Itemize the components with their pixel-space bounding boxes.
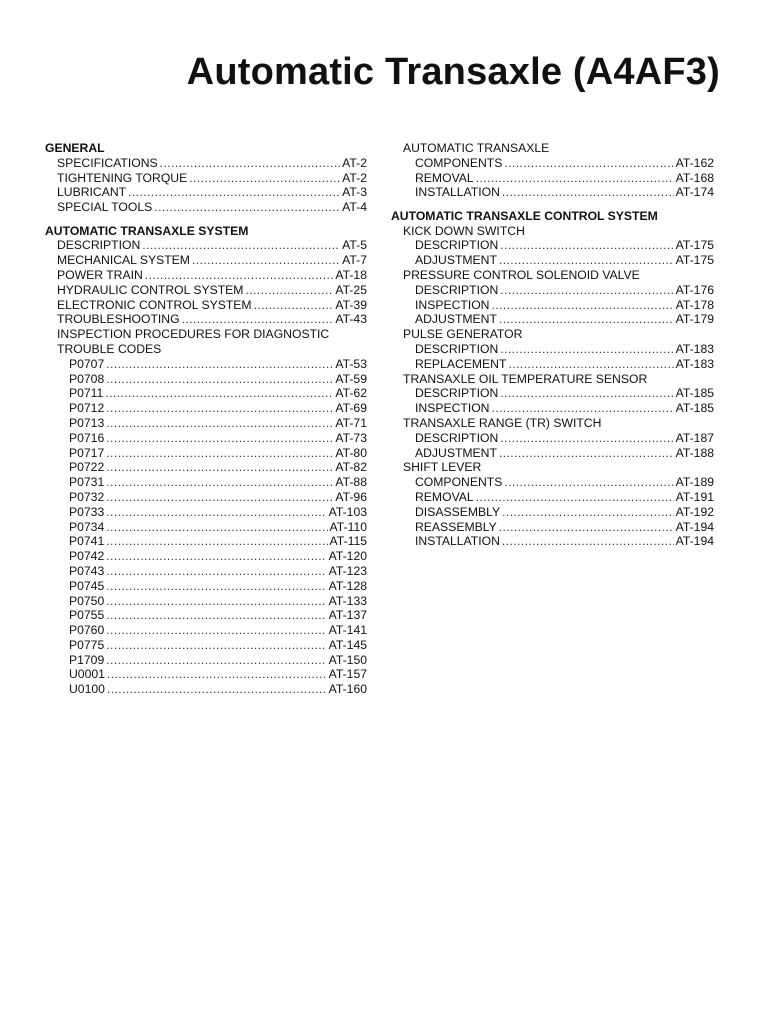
- toc-entry: [45, 549, 367, 564]
- dot-leader: [128, 185, 340, 200]
- toc-entry: [45, 401, 367, 416]
- dot-leader: [106, 505, 326, 520]
- toc-right-column: [391, 141, 714, 549]
- toc-entry-label: P0713: [69, 415, 105, 430]
- dot-leader: [500, 238, 673, 253]
- toc-entry: [391, 312, 714, 327]
- toc-entry: [391, 185, 714, 200]
- toc-subheading: [45, 327, 367, 342]
- toc-entry: [45, 638, 367, 653]
- toc-entry: [45, 200, 367, 215]
- toc-page-number: AT-62: [335, 386, 367, 401]
- toc-page-number: AT-168: [675, 170, 714, 185]
- toc-entry-label: DESCRIPTION: [415, 386, 499, 401]
- toc-page-number: AT-174: [675, 185, 714, 200]
- toc-page-number: AT-175: [675, 238, 714, 253]
- dot-leader: [499, 520, 674, 535]
- toc-entry: [391, 357, 714, 372]
- toc-entry: [391, 171, 714, 186]
- toc-subheading: [45, 342, 367, 357]
- toc-entry-label: TRANSAXLE OIL TEMPERATURE SENSOR: [403, 371, 648, 386]
- dot-leader: [106, 490, 333, 505]
- toc-page-number: AT-188: [675, 445, 714, 460]
- toc-page-number: AT-194: [675, 519, 714, 534]
- toc-entry-label: P0733: [69, 504, 105, 519]
- toc-subheading: [391, 327, 714, 342]
- toc-entry: [391, 505, 714, 520]
- toc-page-number: AT-183: [675, 356, 714, 371]
- dot-leader: [107, 667, 327, 682]
- toc-entry-label: ADJUSTMENT: [415, 312, 497, 327]
- toc-entry-label: ELECTRONIC CONTROL SYSTEM: [57, 297, 252, 312]
- dot-leader: [476, 490, 674, 505]
- toc-entry-label: COMPONENTS: [415, 155, 503, 170]
- toc-entry: [45, 505, 367, 520]
- toc-entry-label: ADJUSTMENT: [415, 253, 497, 268]
- dot-leader: [107, 682, 327, 697]
- dot-leader: [106, 520, 327, 535]
- toc-entry-label: P0707: [69, 356, 105, 371]
- toc-entry-label: DESCRIPTION: [57, 238, 141, 253]
- toc-page-number: AT-187: [675, 430, 714, 445]
- toc-page-number: AT-185: [675, 386, 714, 401]
- toc-entry: [45, 372, 367, 387]
- toc-entry-label: U0001: [69, 667, 105, 682]
- toc-entry-label: TROUBLE CODES: [57, 341, 162, 356]
- toc-entry-label: P0743: [69, 563, 105, 578]
- dot-leader: [106, 594, 326, 609]
- toc-entry: [45, 594, 367, 609]
- toc-subheading: [391, 268, 714, 283]
- toc-entry-label: P0716: [69, 430, 105, 445]
- toc-entry-label: DESCRIPTION: [415, 341, 499, 356]
- toc-entry-label: INSTALLATION: [415, 534, 500, 549]
- toc-page-number: AT-145: [328, 637, 367, 652]
- toc-subheading: [391, 141, 714, 156]
- toc-page-number: AT-18: [335, 267, 367, 282]
- dot-leader: [142, 238, 340, 253]
- dot-leader: [189, 171, 340, 186]
- toc-entry-label: P0732: [69, 489, 105, 504]
- toc-entry-label: P0760: [69, 623, 105, 638]
- dot-leader: [500, 431, 673, 446]
- toc-page-number: AT-110: [329, 519, 367, 534]
- toc-entry-label: AUTOMATIC TRANSAXLE: [403, 141, 550, 155]
- dot-leader: [154, 200, 340, 215]
- toc-page-number: AT-82: [335, 460, 367, 475]
- toc-page-number: AT-176: [675, 282, 714, 297]
- toc-entry-label: P0708: [69, 371, 105, 386]
- dot-leader: [476, 171, 674, 186]
- toc-entry: [45, 446, 367, 461]
- toc-page-number: AT-96: [335, 489, 367, 504]
- toc-entry-label: DESCRIPTION: [415, 238, 499, 253]
- toc-section-heading: [45, 141, 367, 156]
- dot-leader: [499, 446, 674, 461]
- toc-entry-label: DISASSEMBLY: [415, 504, 501, 519]
- dot-leader: [106, 623, 326, 638]
- toc-entry-label: REMOVAL: [415, 489, 474, 504]
- toc-entry-label: AUTOMATIC TRANSAXLE SYSTEM: [45, 223, 249, 238]
- toc-entry-label: AUTOMATIC TRANSAXLE CONTROL SYSTEM: [391, 208, 658, 223]
- toc-entry-label: SPECIAL TOOLS: [57, 200, 153, 215]
- toc-entry-label: POWER TRAIN: [57, 267, 143, 282]
- toc-entry: [45, 534, 367, 549]
- dot-leader: [499, 253, 674, 268]
- toc-entry-label: P0712: [69, 401, 105, 416]
- toc-entry-label: KICK DOWN SWITCH: [403, 223, 525, 238]
- dot-leader: [502, 534, 674, 549]
- dot-leader: [500, 386, 673, 401]
- toc-entry: [45, 386, 367, 401]
- toc-page-number: AT-2: [342, 170, 367, 185]
- toc-entry-label: P0711: [69, 386, 104, 401]
- toc-entry-label: P0745: [69, 578, 105, 593]
- toc-entry-label: P0741: [69, 534, 105, 549]
- toc-entry: [391, 534, 714, 549]
- toc-page-number: AT-150: [328, 652, 367, 667]
- toc-entry-label: REPLACEMENT: [415, 356, 507, 371]
- dot-leader: [245, 283, 333, 298]
- dot-leader: [106, 446, 333, 461]
- toc-entry-label: INSPECTION: [415, 401, 490, 416]
- dot-leader: [106, 653, 326, 668]
- page-title: Automatic Transaxle (A4AF3): [186, 51, 720, 93]
- dot-leader: [106, 401, 333, 416]
- toc-entry: [45, 298, 367, 313]
- toc-left-column: [45, 141, 367, 697]
- dot-leader: [106, 549, 326, 564]
- toc-page-number: AT-123: [328, 563, 367, 578]
- toc-page-number: AT-73: [335, 430, 367, 445]
- dot-leader: [106, 416, 333, 431]
- toc-page-number: AT-59: [335, 371, 367, 386]
- dot-leader: [106, 564, 326, 579]
- toc-page-number: AT-189: [675, 475, 714, 490]
- toc-page-number: AT-2: [342, 155, 367, 170]
- toc-entry-label: TRANSAXLE RANGE (TR) SWITCH: [403, 415, 602, 430]
- toc-entry-label: DESCRIPTION: [415, 282, 499, 297]
- dot-leader: [106, 431, 333, 446]
- dot-leader: [504, 475, 673, 490]
- toc-page-number: AT-162: [675, 155, 714, 170]
- toc-entry: [391, 386, 714, 401]
- toc-entry: [45, 475, 367, 490]
- toc-page-number: AT-103: [328, 504, 367, 519]
- toc-page-number: AT-175: [675, 253, 714, 268]
- toc-entry: [45, 460, 367, 475]
- dot-leader: [182, 312, 334, 327]
- toc-entry: [45, 268, 367, 283]
- toc-page-number: AT-185: [675, 401, 714, 416]
- toc-page-number: AT-25: [335, 282, 367, 297]
- dot-leader: [106, 608, 326, 623]
- toc-entry: [45, 490, 367, 505]
- toc-page-number: AT-194: [675, 534, 714, 549]
- toc-entry: [45, 283, 367, 298]
- toc-entry: [45, 667, 367, 682]
- dot-leader: [492, 298, 674, 313]
- toc-page-number: AT-71: [335, 415, 367, 430]
- toc-page-number: AT-157: [328, 667, 367, 682]
- toc-entry-label: P0742: [69, 549, 105, 564]
- toc-entry-label: INSPECTION: [415, 297, 490, 312]
- toc-entry: [45, 185, 367, 200]
- toc-entry-label: DESCRIPTION: [415, 430, 499, 445]
- toc-entry: [45, 253, 367, 268]
- dot-leader: [160, 156, 340, 171]
- toc-entry-label: SPECIFICATIONS: [57, 155, 158, 170]
- toc-page-number: AT-5: [342, 238, 367, 253]
- toc-entry: [45, 564, 367, 579]
- dot-leader: [254, 298, 334, 313]
- toc-entry-label: REASSEMBLY: [415, 519, 497, 534]
- dot-leader: [502, 185, 674, 200]
- toc-entry-label: PULSE GENERATOR: [403, 327, 523, 342]
- toc-page-number: AT-69: [335, 401, 367, 416]
- toc-entry-label: LUBRICANT: [57, 185, 127, 200]
- toc-entry: [45, 431, 367, 446]
- dot-leader: [145, 268, 334, 283]
- toc-subheading: [391, 416, 714, 431]
- dot-leader: [192, 253, 340, 268]
- toc-entry: [45, 682, 367, 697]
- toc-entry: [45, 608, 367, 623]
- toc-entry-label: P0755: [69, 608, 105, 623]
- toc-page-number: AT-80: [335, 445, 367, 460]
- toc-page-number: AT-3: [342, 185, 367, 200]
- toc-page-number: AT-160: [328, 682, 367, 697]
- toc-entry: [45, 416, 367, 431]
- toc-entry-label: U0100: [69, 682, 105, 697]
- dot-leader: [504, 156, 673, 171]
- toc-entry-label: HYDRAULIC CONTROL SYSTEM: [57, 282, 244, 297]
- dot-leader: [106, 579, 326, 594]
- toc-entry-label: INSTALLATION: [415, 185, 500, 200]
- toc-subheading: [391, 224, 714, 239]
- dot-leader: [500, 283, 673, 298]
- toc-entry: [45, 520, 367, 535]
- toc-page-number: AT-133: [328, 593, 367, 608]
- toc-page-number: AT-88: [335, 475, 367, 490]
- toc-entry: [45, 623, 367, 638]
- toc-page-number: AT-191: [675, 489, 714, 504]
- toc-entry: [391, 283, 714, 298]
- toc-entry-label: TIGHTENING TORQUE: [57, 170, 188, 185]
- dot-leader: [499, 312, 674, 327]
- toc-entry-label: P0775: [69, 637, 105, 652]
- toc-entry: [391, 298, 714, 313]
- toc-page-number: AT-137: [328, 608, 367, 623]
- toc-entry-label: P0731: [69, 475, 105, 490]
- dot-leader: [106, 475, 333, 490]
- toc-entry: [45, 357, 367, 372]
- toc-entry-label: GENERAL: [45, 141, 105, 155]
- dot-leader: [105, 386, 333, 401]
- toc-page-number: AT-53: [335, 356, 367, 371]
- toc-page-number: AT-115: [329, 534, 367, 549]
- toc-entry-label: COMPONENTS: [415, 475, 503, 490]
- toc-page-number: AT-141: [328, 623, 367, 638]
- toc-entry-label: P1709: [69, 652, 105, 667]
- toc-entry: [391, 253, 714, 268]
- toc-subheading: [391, 372, 714, 387]
- dot-leader: [106, 534, 327, 549]
- toc-entry-label: PRESSURE CONTROL SOLENOID VALVE: [403, 267, 640, 282]
- toc-section-heading: [391, 209, 714, 224]
- toc-entry-label: TROUBLESHOOTING: [57, 312, 180, 327]
- toc-entry: [391, 156, 714, 171]
- toc-page-number: AT-120: [328, 549, 367, 564]
- toc-page-number: AT-179: [675, 312, 714, 327]
- toc-page-number: AT-4: [342, 200, 367, 215]
- toc-entry: [45, 238, 367, 253]
- toc-page-number: AT-7: [342, 253, 367, 268]
- dot-leader: [492, 401, 674, 416]
- dot-leader: [106, 357, 333, 372]
- toc-entry-label: ADJUSTMENT: [415, 445, 497, 460]
- toc-page-number: AT-192: [675, 504, 714, 519]
- toc-entry: [391, 401, 714, 416]
- toc-entry-label: INSPECTION PROCEDURES FOR DIAGNOSTIC: [57, 327, 330, 342]
- dot-leader: [500, 342, 673, 357]
- toc-page-number: AT-178: [675, 297, 714, 312]
- dot-leader: [508, 357, 673, 372]
- toc-entry: [391, 238, 714, 253]
- toc-entry: [391, 490, 714, 505]
- toc-entry: [45, 156, 367, 171]
- toc-entry: [391, 431, 714, 446]
- toc-entry: [45, 579, 367, 594]
- toc-page-number: AT-183: [675, 341, 714, 356]
- dot-leader: [106, 638, 326, 653]
- toc-entry: [45, 171, 367, 186]
- toc-entry: [391, 520, 714, 535]
- toc-entry: [45, 312, 367, 327]
- dot-leader: [106, 372, 333, 387]
- toc-page-number: AT-39: [335, 297, 367, 312]
- toc-entry-label: P0734: [69, 519, 105, 534]
- toc-entry: [391, 446, 714, 461]
- toc-entry: [45, 653, 367, 668]
- toc-entry-label: REMOVAL: [415, 170, 474, 185]
- toc-entry-label: SHIFT LEVER: [403, 460, 482, 475]
- dot-leader: [502, 505, 673, 520]
- toc-section-heading: [45, 224, 367, 239]
- toc-entry-label: P0717: [69, 445, 105, 460]
- toc-page-number: AT-128: [328, 578, 367, 593]
- toc-entry-label: P0722: [69, 460, 105, 475]
- toc-entry-label: P0750: [69, 593, 105, 608]
- dot-leader: [106, 460, 333, 475]
- toc-entry: [391, 342, 714, 357]
- toc-page-number: AT-43: [335, 312, 367, 327]
- toc-entry: [391, 475, 714, 490]
- toc-entry-label: MECHANICAL SYSTEM: [57, 253, 190, 268]
- toc-subheading: [391, 460, 714, 475]
